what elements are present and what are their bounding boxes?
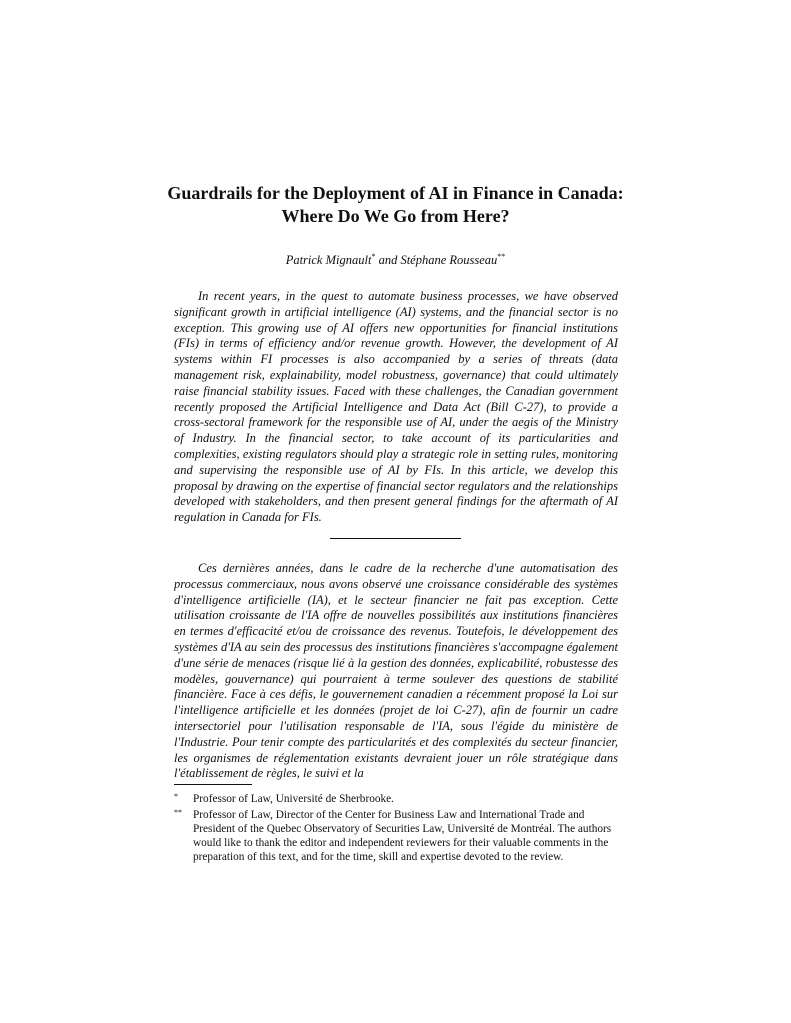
- abstract-french: Ces dernières années, dans le cadre de la recherche d'une automatisation des processus commerciaux, nous avons observé une croissance considérable des systèmes d'intelligence artificielle (IA), et le secteur financier ne fait pas exception. Cette utilisation croissante de l'IA offre de nouvelles possibilités aux institutions financières en termes d'efficacité et/ou de croissance des revenus. Toutefois, le développement des systèmes d'IA au sein des processus des institutions financières s'accompagne également d'une série de menaces (risque lié à la gestion des données, explicabilité, robustesse des modèles, gouvernance) qui pourraient à terme soulever des questions de stabilité financière. Face à ces défis, le gouvernement canadien a récemment proposé la Loi sur l'intelligence artificielle et les données (projet de loi C-27), afin de fournir un cadre intersectoriel pour l'utilisation responsable de l'IA, sous l'égide du ministère de l'Industrie. Pour tenir compte des particularités et des complexités du secteur financier, les organismes de réglementation existants devraient jouer un rôle stratégique dans l'établissement de règles, le suivi et la: [174, 561, 618, 781]
- footnote: [174, 808, 618, 864]
- footnote-marker: **: [497, 252, 506, 261]
- author-line: [150, 252, 641, 268]
- paper-title: Guardrails for the Deployment of AI in Finance in Canada: Where Do We Go from Here?: [167, 183, 624, 226]
- abstract-english: In recent years, in the quest to automate business processes, we have observed significant growth in artificial intelligence (AI) systems, and the financial sector is no exception. This growing use of AI offers new opportunities for financial institutions (FIs) in terms of efficiency and/or revenue growth. However, the development of AI systems within FI processes is also accompanied by a series of threats (data management risk, explainability, model robustness, governance) that could ultimately raise financial stability issues. Faced with these challenges, the Canadian government recently proposed the Artificial Intelligence and Data Act (Bill C-27), to provide a cross-sectoral framework for the responsible use of AI, under the aegis of the Ministry of Industry. In the financial sector, to take account of its particularities and complexities, existing regulators should play a strategic role in setting rules, monitoring and supervising the responsible use of AI by FIs. In this article, we develop this proposal by drawing on the expertise of financial sector regulators and the relationships developed with stakeholders, and then present general findings for the aftermath of AI regulation in Canada for FIs.: [174, 289, 618, 525]
- footnote-marker: **: [174, 808, 182, 817]
- author-name: Patrick Mignault: [285, 253, 372, 267]
- footnote-text: Professor of Law, Director of the Center for Business Law and International Trade and President of the Quebec Observatory of Securities Law, Université de Montréal. The authors would like to thank the editor and independent reviewers for their valuable comments in the preparation of this text, and for the time, skill and expertise devoted to the review.: [193, 809, 612, 863]
- author-name: Stéphane Rousseau: [400, 253, 498, 267]
- footnote-marker: *: [174, 792, 178, 801]
- section-divider: [330, 538, 461, 539]
- footnote-text: Professor of Law, Université de Sherbrooke.: [193, 793, 394, 805]
- footnote: [174, 792, 618, 806]
- author-connector: and: [378, 253, 398, 267]
- footnote-divider: [174, 784, 252, 785]
- footnotes: [174, 792, 618, 866]
- footnote-marker: *: [371, 252, 376, 261]
